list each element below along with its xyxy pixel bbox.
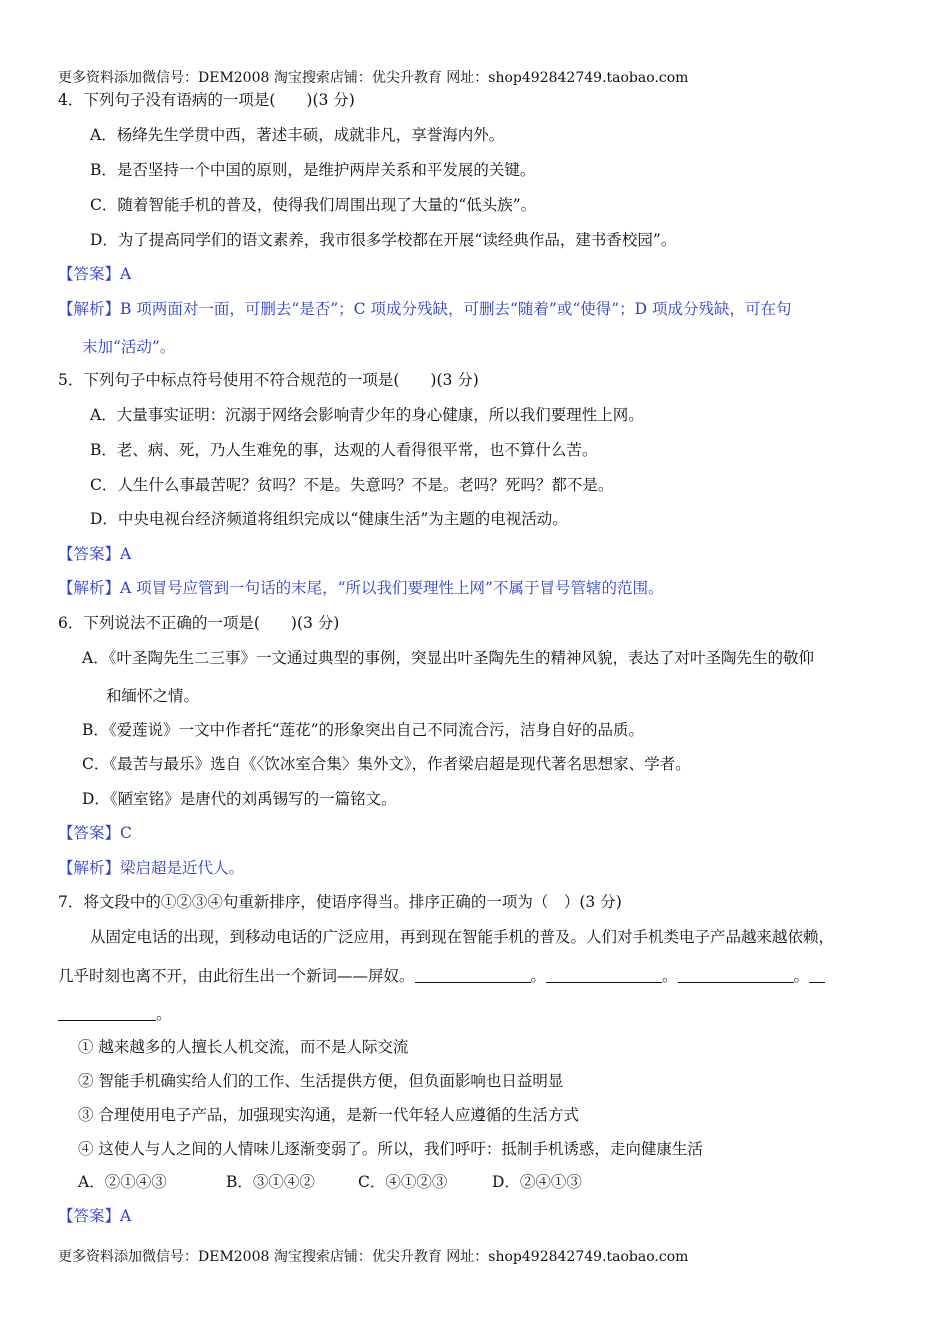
q4-analysis: [58, 299, 792, 319]
analysis-tag: 【解析】: [58, 579, 121, 597]
answer-blank-1[interactable]: [415, 968, 531, 983]
q6-option-c: C．《最苦与最乐》选自《〈饮冰室合集〉集外文》，作者梁启超是现代著名思想家、学者。: [82, 755, 691, 773]
q7-sentence-3: ③ 合理使用电子产品，加强现实沟通，是新一代年轻人应遵循的生活方式: [78, 1106, 579, 1124]
q7-passage-text: 几乎时刻也离不开，由此衍生出一个新词——屏奴。: [58, 967, 415, 985]
q7-blank-cont: [58, 1004, 172, 1024]
q6-analysis: [58, 858, 244, 878]
q7-passage: 从固定电话的出现，到移动电话的广泛应用，再到现在智能手机的普及。人们对手机类电子产品越来越依赖，: [90, 928, 835, 946]
q7-option-c: C．④①②③: [358, 1173, 448, 1191]
analysis-tag: 【解析】: [58, 300, 121, 318]
answer-value: C: [120, 824, 132, 842]
analysis-text: 梁启超是近代人。: [120, 859, 245, 877]
q5-option-a: A．大量事实证明：沉溺于网络会影响青少年的身心健康，所以我们要理性上网。: [90, 406, 644, 424]
answer-value: A: [120, 265, 132, 283]
q5-stem: 5．下列句子中标点符号使用不符合规范的一项是( )(3 分): [58, 371, 479, 389]
q6-option-a-cont: 和缅怀之情。: [106, 687, 200, 705]
q5-option-d: D．中央电视台经济频道将组织完成以“健康生活”为主题的电视活动。: [90, 510, 568, 528]
q6-answer: [58, 823, 132, 843]
q6-option-d: D．《陋室铭》是唐代的刘禹锡写的一篇铭文。: [82, 790, 397, 808]
period: 。: [662, 967, 678, 985]
analysis-text: B 项两面对一面，可删去“是否”；C 项成分残缺，可删去“随着”或“使得”；D 项成分残缺，可在句: [120, 300, 792, 318]
page-footer: 更多资料添加微信号：DEM2008 淘宝搜索店铺：优尖升教育 网址：shop492842749.taobao.com: [58, 1249, 689, 1265]
period: 。: [793, 967, 810, 985]
q7-option-d: D．②④①③: [492, 1173, 582, 1191]
q4-stem: 4．下列句子没有语病的一项是( )(3 分): [58, 91, 355, 109]
q4-option-b: B．是否坚持一个中国的原则，是维护两岸关系和平发展的关键。: [90, 161, 536, 179]
q4-answer: [58, 264, 131, 284]
q4-option-d: D．为了提高同学们的语文素养，我市很多学校都在开展“读经典作品，建书香校园”。: [90, 231, 677, 249]
q4-option-c: C．随着智能手机的普及，使得我们周围出现了大量的“低头族”。: [90, 196, 537, 214]
period: 。: [156, 1005, 172, 1023]
q4-option-a: A．杨绛先生学贯中西，著述丰硕，成就非凡，享誉海内外。: [90, 126, 505, 144]
q7-option-b: B．③①④②: [226, 1173, 315, 1191]
answer-blank-3[interactable]: [678, 968, 794, 983]
q6-stem: 6．下列说法不正确的一项是( )(3 分): [58, 614, 340, 632]
answer-blank-4[interactable]: [809, 968, 825, 983]
q5-option-b: B．老、病、死，乃人生难免的事，达观的人看得很平常，也不算什么苦。: [90, 441, 598, 459]
q7-sentence-1: ① 越来越多的人擅长人机交流，而不是人际交流: [78, 1038, 409, 1056]
analysis-tag: 【解析】: [58, 859, 121, 877]
q7-sentence-2: ② 智能手机确实给人们的工作、生活提供方便，但负面影响也日益明显: [78, 1072, 564, 1090]
q5-analysis: [58, 578, 664, 598]
q7-option-a: A．②①④③: [78, 1173, 167, 1191]
answer-value: A: [120, 545, 132, 563]
answer-value: A: [120, 1207, 132, 1225]
page-header: 更多资料添加微信号：DEM2008 淘宝搜索店铺：优尖升教育 网址：shop492842749.taobao.com: [58, 70, 689, 86]
answer-tag: 【答案】: [58, 545, 121, 563]
q6-option-b: B．《爱莲说》一文中作者托“莲花”的形象突出自己不同流合污，洁身自好的品质。: [82, 721, 644, 739]
analysis-text: A 项冒号应管到一句话的末尾，“所以我们要理性上网”不属于冒号管辖的范围。: [120, 579, 664, 597]
q7-passage-cont: [58, 966, 825, 986]
q5-option-c: C．人生什么事最苦呢？贫吗？不是。失意吗？不是。老吗？死吗？都不是。: [90, 476, 614, 494]
answer-blank-2[interactable]: [546, 968, 662, 983]
q4-analysis-cont: 末加“活动”。: [82, 338, 176, 356]
answer-tag: 【答案】: [58, 824, 121, 842]
q5-answer: [58, 544, 131, 564]
answer-blank-4-cont[interactable]: [58, 1006, 156, 1021]
q7-answer: [58, 1206, 131, 1226]
answer-tag: 【答案】: [58, 265, 121, 283]
answer-tag: 【答案】: [58, 1207, 121, 1225]
period: 。: [530, 967, 547, 985]
q7-sentence-4: ④ 这使人与人之间的人情味儿逐渐变弱了。所以，我们呼吁：抵制手机诱惑，走向健康生活: [78, 1140, 703, 1158]
q7-stem: 7．将文段中的①②③④句重新排序，使语序得当。排序正确的一项为（ ）(3 分): [58, 893, 622, 911]
q6-option-a: A．《叶圣陶先生二三事》一文通过典型的事例，突显出叶圣陶先生的精神风貌，表达了对叶圣陶先生的敬仰: [82, 649, 814, 667]
